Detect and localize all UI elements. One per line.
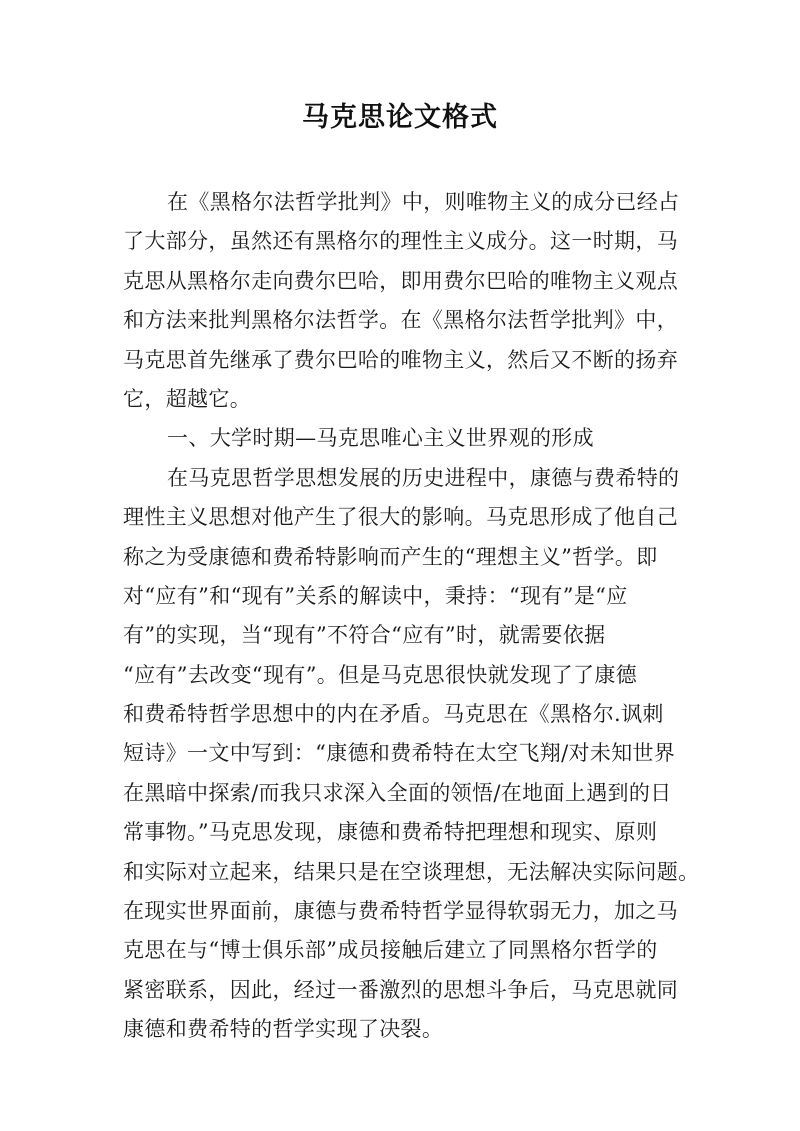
text-line: “应有”去改变“现有”。但是马克思很快就发现了了康德 <box>123 662 638 687</box>
section-heading: 一、大学时期—马克思唯心主义世界观的形成 <box>167 426 594 451</box>
text-line: 对“应有”和“现有”关系的解读中，秉持：“现有”是“应 <box>123 583 628 608</box>
text-line: 和实际对立起来，结果只是在空谈理想，无法解决实际问题。 <box>123 859 700 884</box>
document-body <box>123 183 700 1050</box>
text-line: 在现实世界面前，康德与费希特哲学显得软弱无力，加之马 <box>123 899 679 924</box>
text-line: 它，超越它。 <box>123 386 252 411</box>
text-line: 克思在与“博士俱乐部”成员接触后建立了同黑格尔哲学的 <box>123 938 658 963</box>
text-line: 马克思首先继承了费尔巴哈的唯物主义，然后又不断的扬弃 <box>123 347 679 372</box>
text-line: 紧密联系，因此，经过一番激烈的思想斗争后，马克思就同 <box>123 977 679 1002</box>
text-line: 有”的实现，当“现有”不符合“应有”时，就需要依据 <box>123 623 606 648</box>
page-title: 马克思论文格式 <box>302 102 498 133</box>
text-line: 康德和费希特的哲学实现了决裂。 <box>123 1017 444 1042</box>
text-line: 在黑暗中探索/而我只求深入全面的领悟/在地面上遇到的日 <box>123 780 672 805</box>
text-line: 了大部分，虽然还有黑格尔的理性主义成分。这一时期，马 <box>123 229 679 254</box>
text-line: 和费希特哲学思想中的内在矛盾。马克思在《黑格尔.讽刺 <box>123 702 664 727</box>
text-line: 短诗》一文中写到：“康德和费希特在太空飞翔/对未知世界 <box>123 741 676 766</box>
text-line: 在《黑格尔法哲学批判》中，则唯物主义的成分已经占 <box>167 190 680 214</box>
text-line: 在马克思哲学思想发展的历史进程中，康德与费希特的 <box>167 465 680 490</box>
text-line: 称之为受康德和费希特影响而产生的“理想主义”哲学。即 <box>123 544 658 569</box>
text-line: 常事物。”马克思发现，康德和费希特把理想和现实、原则 <box>123 820 658 845</box>
text-line: 克思从黑格尔走向费尔巴哈，即用费尔巴哈的唯物主义观点 <box>123 268 679 293</box>
text-line: 和方法来批判黑格尔法哲学。在《黑格尔法哲学批判》中， <box>123 308 679 333</box>
text-line: 理性主义思想对他产生了很大的影响。马克思形成了他自己 <box>123 505 679 530</box>
